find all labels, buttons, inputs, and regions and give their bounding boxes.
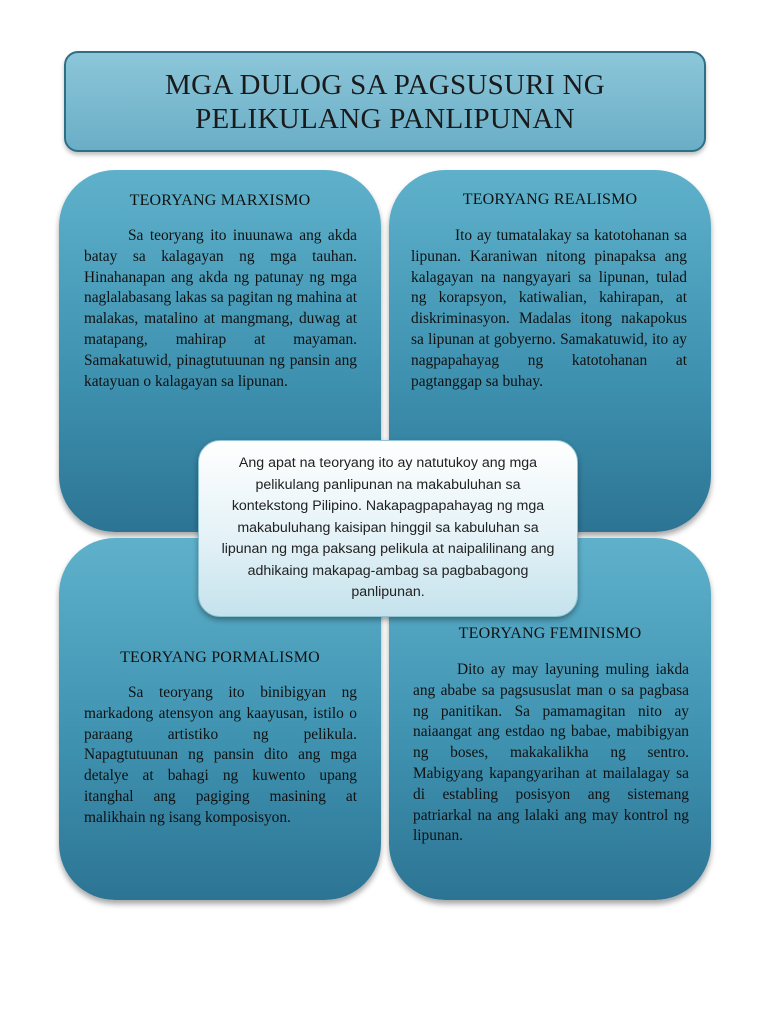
card-feminismo-heading: TEORYANG FEMINISMO [458,625,642,642]
card-realismo-heading: TEORYANG REALISMO [462,191,638,208]
card-pormalismo-heading: TEORYANG PORMALISMO [120,649,320,666]
card-pormalismo-text: Sa teoryang ito binibigyan ng markadong atensyon ang kaayusan, istilo o paraang artistiko ng pelikula. Napagtutuunan ng pansin dito ang mga detalye at bahagi ng kuwento upang itanghal ang pagiging masining at malikhain ng isang komposisyon. [84,684,357,826]
title-box [64,51,706,152]
card-marxismo-text: Sa teoryang ito inuunawa ang akda batay sa kalagayan ng mga tauhan. Hinahanapan ang akda ng patunay ng mga naglalabasang lakas sa pagitan ng mahina at malakas, matalino at mangmang, duwag at matapang, mahirap at mayaman. Samakatuwid, pinagtutuunan ng pansin ang katayuan o kalagayan sa lipunan. [84,227,357,390]
center-summary-box [198,440,578,617]
card-marxismo-heading: TEORYANG MARXISMO [129,192,311,209]
card-feminismo-text: Dito ay may layuning muling iakda ang ababe sa pagsususlat man o sa pagbasa ng panitikan. Sa pamamagitan nito ay naiaangat ang estdao ng babae, mabibigyan ng boses, makakalikha ng sentro. Mabigyang kapangyarihan at mailalagay sa di establing posisyon ang sistemang patriarkal na ang lalaki ang may kontrol ng lipunan. [413,661,689,845]
center-summary-text: Ang apat na teoryang ito ay natutukoy ang mga pelikulang panlipunan na makabuluhan sa kontekstong Pilipino. Nakapagpapahayag ng mga makabuluhang kaisipan hinggil sa kabuluhan sa lipunan ng mga paksang pelikula at naipalilinang ang adhikaing makapag-ambag sa pagbabagong panlipunan. [221,455,555,601]
title-line-1: MGA DULOG SA PAGSUSURI NG [165,68,605,101]
card-realismo-text: Ito ay tumatalakay sa katotohanan sa lipunan. Karaniwan nitong pinapaksa ang kalagayan na nangyayari sa lipunan, tulad ng korapsyon, katiwalian, kahirapan, at diskriminasyon. Madalas itong nakapokus sa lipunan at gobyerno. Samakatuwid, ito ay nagpapahayag ng katotohanan at pagtanggap sa buhay. [411,227,687,390]
title-line-2: PELIKULANG PANLIPUNAN [195,102,575,135]
